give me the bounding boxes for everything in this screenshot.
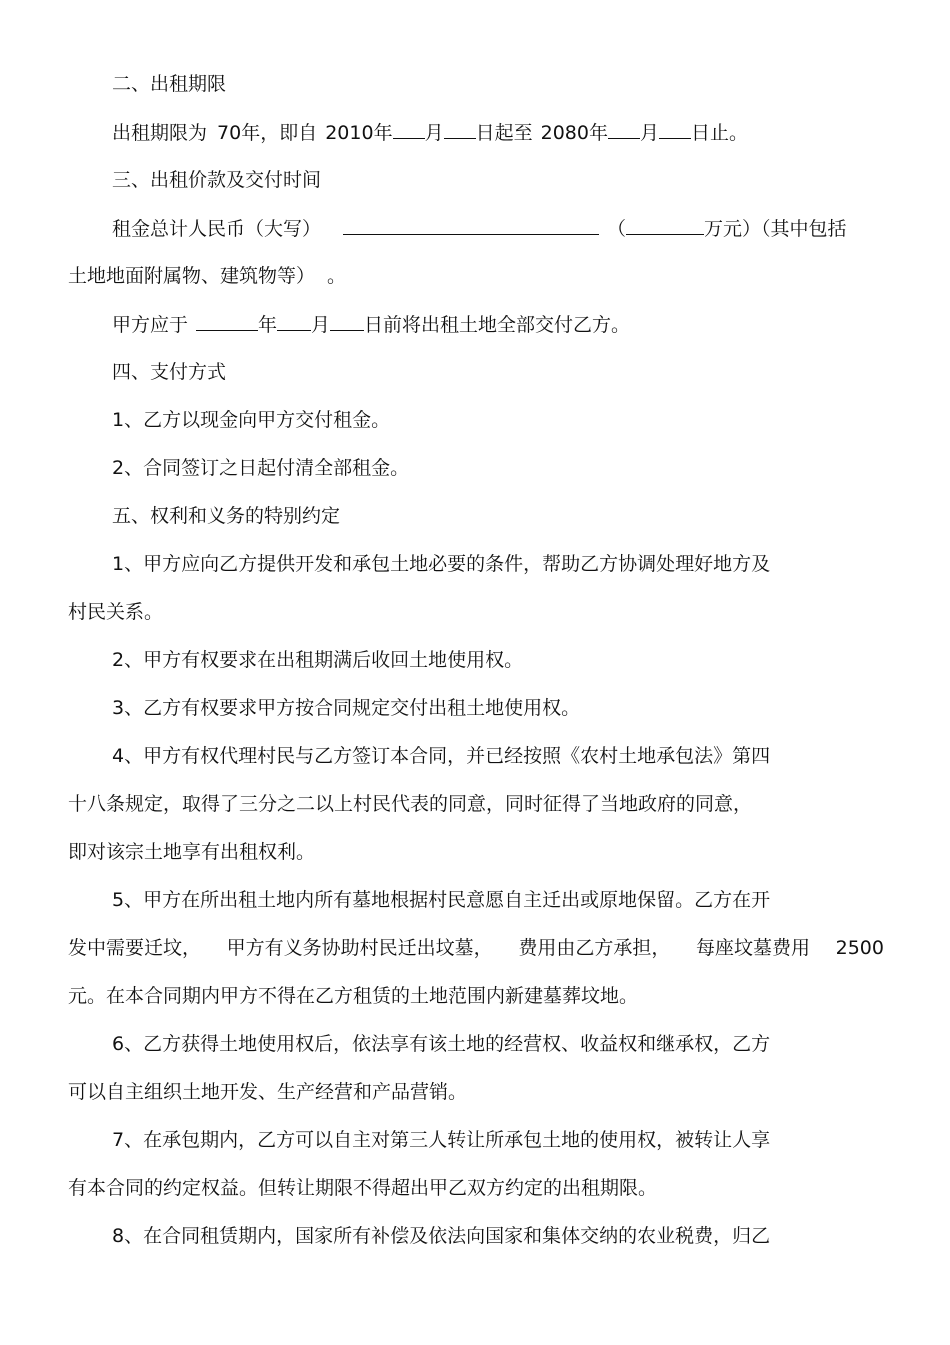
blank-field bbox=[393, 118, 425, 139]
clause-text: 十八条规定，取得了三分之二以上村民代表的同意，同时征得了当地政府的同意， bbox=[68, 793, 753, 815]
end-year: 2080 bbox=[540, 122, 589, 144]
lease-term-line bbox=[112, 118, 748, 147]
delivery-text: 甲方应于 bbox=[112, 314, 189, 336]
blank-field bbox=[196, 310, 258, 331]
lease-term-text: 月 bbox=[424, 122, 444, 144]
tomb-fee-amount: 2500 bbox=[835, 937, 884, 959]
clause-text: 甲方有义务协助村民迁出坟墓， bbox=[226, 937, 493, 959]
clause-text: 4、甲方有权代理村民与乙方签订本合同，并已经按照《农村土地承包法》第四 bbox=[112, 745, 771, 767]
blank-field bbox=[277, 310, 311, 331]
blank-field bbox=[343, 214, 599, 235]
start-year: 2010 bbox=[325, 122, 374, 144]
clause-text-justified bbox=[68, 934, 884, 962]
clause-text: 2、甲方有权要求在出租期满后收回土地使用权。 bbox=[112, 649, 524, 671]
clause-text: 即对该宗土地享有出租权利。 bbox=[68, 841, 316, 863]
delivery-text: 日前将出租土地全部交付乙方。 bbox=[364, 314, 631, 336]
blank-field bbox=[444, 118, 476, 139]
lease-years: 70 bbox=[217, 122, 242, 144]
clause-text: 可以自主组织土地开发、生产经营和产品营销。 bbox=[68, 1081, 468, 1103]
clause-text: 每座坟墓费用 bbox=[695, 937, 810, 959]
delivery-text: 年 bbox=[258, 314, 278, 336]
section-2-title: 二、出租期限 bbox=[112, 73, 227, 95]
clause-text: 元。在本合同期内甲方不得在乙方租赁的土地范围内新建墓葬坟地。 bbox=[68, 985, 639, 1007]
lease-term-text: 年 bbox=[588, 122, 608, 144]
rent-amount-line bbox=[112, 214, 847, 243]
clause-text: 8、在合同租赁期内，国家所有补偿及依法向国家和集体交纳的农业税费，归乙 bbox=[112, 1225, 771, 1247]
section-3-title: 三、出租价款及交付时间 bbox=[112, 169, 322, 191]
delivery-text: 月 bbox=[311, 314, 331, 336]
lease-term-text: 年，即自 bbox=[241, 122, 318, 144]
clause-text: 费用由乙方承担， bbox=[518, 937, 671, 959]
rent-amount-continued bbox=[68, 262, 346, 290]
lease-term-text: 日止。 bbox=[691, 122, 749, 144]
lease-term-text: 月 bbox=[640, 122, 660, 144]
clause-text: 7、在承包期内，乙方可以自主对第三人转让所承包土地的使用权，被转让人享 bbox=[112, 1129, 771, 1151]
clause-text: 5、甲方在所出租土地内所有墓地根据村民意愿自主迁出或原地保留。乙方在开 bbox=[112, 889, 771, 911]
blank-field bbox=[330, 310, 364, 331]
rent-text: 土地地面附属物、建筑物等） bbox=[68, 265, 316, 287]
lease-term-text: 年 bbox=[373, 122, 393, 144]
clause-text: 有本合同的约定权益。但转让期限不得超出甲乙双方约定的出租期限。 bbox=[68, 1177, 658, 1199]
lease-term-text: 出租期限为 bbox=[112, 122, 208, 144]
payment-item: 1、乙方以现金向甲方交付租金。 bbox=[112, 409, 391, 431]
clause-text: 1、甲方应向乙方提供开发和承包土地必要的条件，帮助乙方协调处理好地方及 bbox=[112, 553, 771, 575]
rent-text: 。 bbox=[327, 265, 347, 287]
clause-text: 发中需要迁坟， bbox=[68, 937, 202, 959]
clause-text: 村民关系。 bbox=[68, 601, 164, 623]
blank-field bbox=[659, 118, 691, 139]
rent-text: （ bbox=[607, 218, 627, 240]
section-4-title: 四、支付方式 bbox=[112, 361, 227, 383]
clause-text: 6、乙方获得土地使用权后，依法享有该土地的经营权、收益权和继承权，乙方 bbox=[112, 1033, 771, 1055]
lease-term-text: 日起至 bbox=[475, 122, 533, 144]
section-5-title: 五、权利和义务的特别约定 bbox=[112, 505, 341, 527]
blank-field bbox=[608, 118, 640, 139]
blank-field bbox=[626, 214, 704, 235]
rent-text: 租金总计人民币（大写） bbox=[112, 218, 322, 240]
rent-text: 万元）（其中包括 bbox=[704, 218, 847, 240]
payment-item: 2、合同签订之日起付清全部租金。 bbox=[112, 457, 410, 479]
delivery-date-line bbox=[112, 310, 630, 339]
clause-text: 3、乙方有权要求甲方按合同规定交付出租土地使用权。 bbox=[112, 697, 581, 719]
